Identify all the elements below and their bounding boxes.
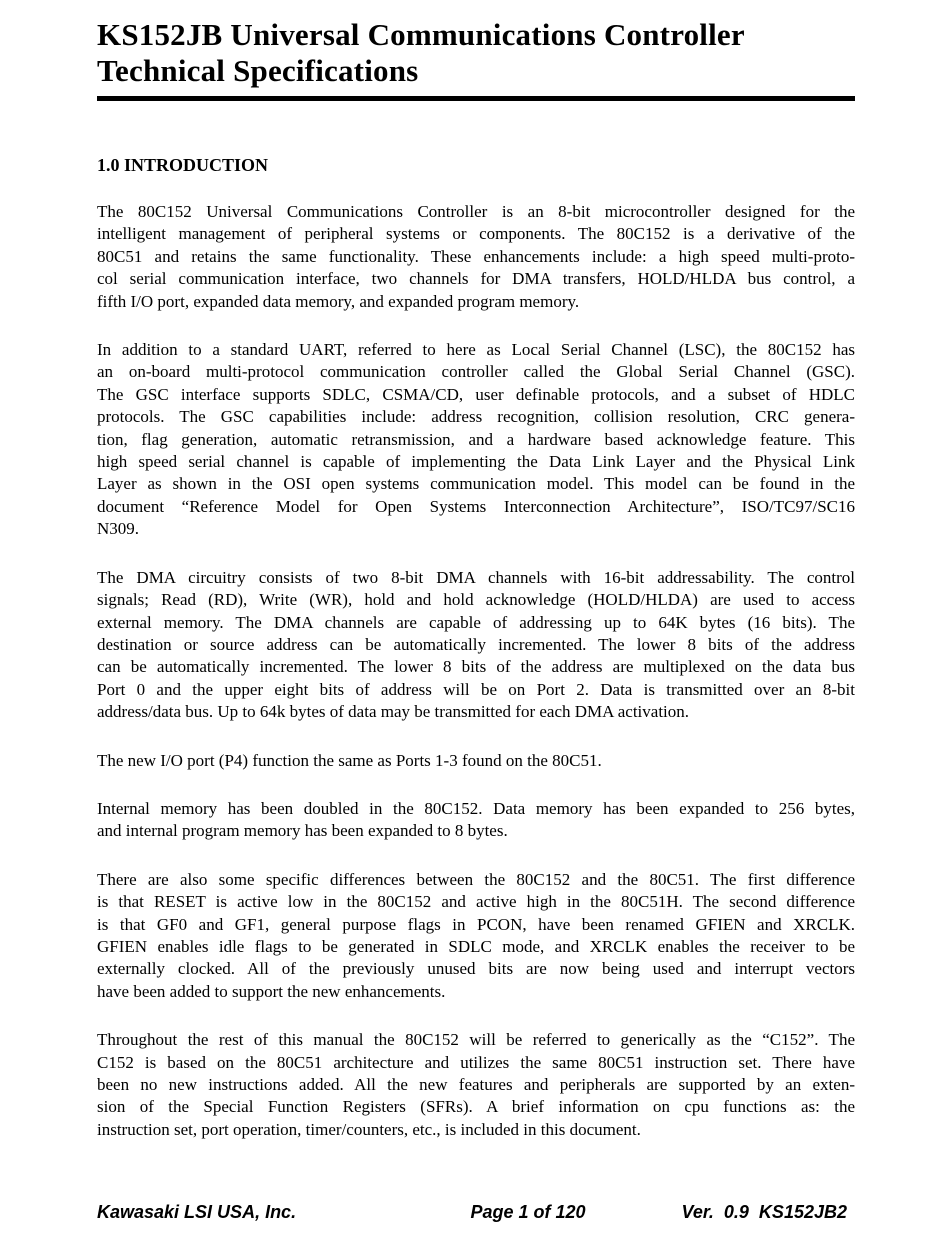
text-line: document “Reference Model for Open Systems Interconnection Architecture”, ISO/TC97/SC16 <box>97 496 855 516</box>
text-line: have been added to support the new enhancements. <box>97 981 446 1001</box>
paragraph <box>97 1029 855 1141</box>
paragraph <box>97 201 855 313</box>
text-line: col serial communication interface, two channels for DMA transfers, HOLD/HLDA bus control, a <box>97 269 855 289</box>
title-line-2: Technical Specifications <box>97 53 419 88</box>
text-line: C152 is based on the 80C51 architecture and utilizes the same 80C51 instruction set. There have <box>97 1052 855 1072</box>
text-line: instruction set, port operation, timer/counters, etc., is included in this document. <box>97 1119 641 1139</box>
text-line: been no new instructions added. All the new features and peripherals are supported by an exten- <box>97 1075 855 1094</box>
text-line: There are also some specific differences between the 80C152 and the 80C51. The first difference <box>97 869 855 889</box>
text-line: protocols. The GSC capabilities include: address recognition, collision resolution, CRC genera- <box>97 407 855 427</box>
paragraph <box>97 869 855 1003</box>
text-line: sion of the Special Function Registers (SFRs). A brief information on cpu functions as: the <box>97 1097 855 1117</box>
text-line: Layer as shown in the OSI open systems communication model. This model can be found in the <box>97 474 855 494</box>
text-line: destination or source address can be automatically incremented. The lower 8 bits of the address <box>97 634 855 654</box>
text-line: N309. <box>97 519 140 539</box>
text-line: 80C51 and retains the same functionality. These enhancements include: a high speed multi-proto- <box>97 246 855 266</box>
footer-company: Kawasaki LSI USA, Inc. <box>97 1202 297 1222</box>
section-heading: 1.0 INTRODUCTION <box>97 155 269 175</box>
paragraph <box>97 567 855 724</box>
text-line: The GSC interface supports SDLC, CSMA/CD, user definable protocols, and a subset of HDLC <box>97 384 855 404</box>
text-line: The 80C152 Universal Communications Controller is an 8-bit microcontroller designed for the <box>97 202 855 221</box>
paragraphs-container <box>97 201 855 1141</box>
text-line: high speed serial channel is capable of implementing the Data Link Layer and the Physical Link <box>97 452 855 472</box>
document-footer <box>97 1202 855 1226</box>
header-rule <box>97 96 855 101</box>
text-line: GFIEN enables idle flags to be generated in SDLC mode, and XRCLK enables the receiver to be <box>97 936 855 956</box>
footer-version: Ver. 0.9 KS152JB2 <box>681 1202 847 1222</box>
footer-page-number: Page 1 of 120 <box>470 1202 586 1222</box>
paragraph <box>97 750 855 772</box>
text-line: externally clocked. All of the previously unused bits are now being used and interrupt vectors <box>97 959 855 979</box>
text-line: signals; Read (RD), Write (WR), hold and hold acknowledge (HOLD/HLDA) are used to access <box>97 590 855 610</box>
text-line: Throughout the rest of this manual the 80C152 will be referred to generically as the “C152”. The <box>97 1030 855 1050</box>
text-line: Internal memory has been doubled in the 80C152. Data memory has been expanded to 256 bytes, <box>97 798 855 818</box>
document-title <box>97 0 855 89</box>
text-line: and internal program memory has been expanded to 8 bytes. <box>97 821 508 841</box>
paragraph <box>97 339 855 541</box>
text-line: address/data bus. Up to 64k bytes of data may be transmitted for each DMA activation. <box>97 702 690 722</box>
text-line: The DMA circuitry consists of two 8-bit DMA channels with 16-bit addressability. The control <box>97 567 855 587</box>
text-line: is that RESET is active low in the 80C152 and active high in the 80C51H. The second difference <box>97 892 855 912</box>
text-line: In addition to a standard UART, referred to here as Local Serial Channel (LSC), the 80C152 has <box>97 340 855 360</box>
document-content <box>97 0 855 1167</box>
text-line: intelligent management of peripheral systems or components. The 80C152 is a derivative of the <box>97 224 855 244</box>
text-line: The new I/O port (P4) function the same as Ports 1-3 found on the 80C51. <box>97 750 602 770</box>
text-line: tion, flag generation, automatic retransmission, and a hardware based acknowledge feature. This <box>97 429 855 449</box>
text-line: can be automatically incremented. The lower 8 bits of the address are multiplexed on the data bus <box>97 657 855 677</box>
text-line: Port 0 and the upper eight bits of address will be on Port 2. Data is transmitted over an 8-bit <box>97 679 855 699</box>
text-line: fifth I/O port, expanded data memory, and expanded program memory. <box>97 291 580 311</box>
text-line: external memory. The DMA channels are capable of addressing up to 64K bytes (16 bits). The <box>97 612 855 632</box>
paragraph <box>97 798 855 843</box>
text-line: is that GF0 and GF1, general purpose flags in PCON, have been renamed GFIEN and XRCLK. <box>97 914 855 934</box>
title-line-1: KS152JB Universal Communications Controller <box>97 17 745 52</box>
text-line: an on-board multi-protocol communication controller called the Global Serial Channel (GSC). <box>97 362 855 382</box>
